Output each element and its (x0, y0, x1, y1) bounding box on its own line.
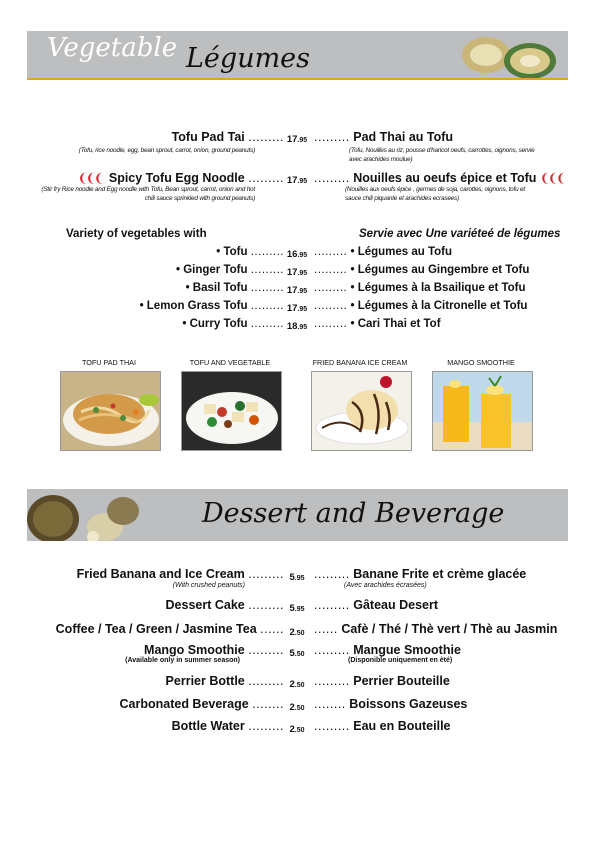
item-name-fr: Mangue Smoothie (353, 643, 461, 657)
item-price: 18.95 (286, 321, 308, 332)
item-name-en: Carbonated Beverage (119, 697, 249, 711)
item-name-en: • Tofu (216, 246, 248, 258)
item-name-en: Mango Smoothie (144, 643, 245, 657)
item-price: 5.50 (289, 648, 305, 659)
item-price: 2.50 (289, 702, 305, 713)
photo-caption: FRIED BANANA ICE CREAM (312, 358, 408, 367)
item-name-fr: Nouilles au oeufs épice et Tofu (353, 171, 537, 185)
item-name-fr: • Légumes à la Citronelle et Tofu (350, 300, 528, 312)
item-name-fr: Banane Frite et crème glacée (353, 567, 527, 581)
item-price: 16.95 (286, 249, 308, 260)
item-price: 17.95 (286, 134, 308, 145)
item-name-fr: • Légumes à la Bsailique et Tofu (350, 282, 526, 294)
item-note-en: (Available only in summer season) (125, 657, 240, 664)
item-name-en: Perrier Bottle (165, 674, 245, 688)
item-name-en: • Basil Tofu (185, 282, 248, 294)
dessert-banner (27, 489, 568, 541)
item-desc-en: (Stir fry Rice noodle and Egg noodle with Tofu, Bean sprout, carrot, onion and hot chili sauce sprinkled with ground peanuts) (41, 186, 255, 202)
item-price: 2.50 (289, 679, 305, 690)
item-name-en: Tofu Pad Tai (171, 130, 245, 144)
photo-caption: TOFU AND VEGETABLE (189, 358, 271, 367)
item-name-en: Spicy Tofu Egg Noodle (108, 171, 245, 185)
item-name-fr: Pad Thai au Tofu (353, 130, 454, 144)
item-name-fr: • Légumes au Tofu (350, 246, 453, 258)
item-price: 5.95 (289, 572, 305, 583)
item-price: 17.95 (286, 303, 308, 314)
item-desc-en: (Tofu, rice noodle, egg, bean sprout, carrot, onion, ground peanuts) (78, 147, 255, 154)
tofu-pad-thai-photo (60, 371, 161, 451)
item-price: 2.50 (289, 627, 305, 638)
item-name-en: Bottle Water (171, 719, 245, 733)
item-price: 2.50 (289, 724, 305, 735)
item-name-en: Dessert Cake (165, 598, 245, 612)
item-name-en: • Curry Tofu (182, 318, 248, 330)
variety-heading-en: Variety of vegetables with (66, 228, 207, 240)
item-note-en: (With crushed peanuts) (172, 582, 245, 589)
vegetable-title-en: Vegetable (47, 33, 178, 63)
item-name-en: Fried Banana and Ice Cream (76, 567, 245, 581)
item-name-fr: • Cari Thai et Tof (350, 318, 441, 330)
photo-caption: TOFU PAD THAI (82, 358, 136, 367)
item-name-fr: Boissons Gazeuses (349, 697, 468, 711)
item-note-fr: (Disponible uniquement en èté) (348, 657, 453, 664)
item-name-fr: Gâteau Desert (353, 598, 439, 612)
fried-banana-ice-cream-photo (311, 371, 412, 451)
item-note-fr: (Avec arachides écrasées) (344, 582, 427, 589)
variety-heading-fr: Servie avec Une variéteé de légumes (359, 228, 561, 240)
item-name-en: • Lemon Grass Tofu (139, 300, 248, 312)
photo-caption: MANGO SMOOTHIE (447, 358, 515, 367)
item-price: 17.95 (286, 285, 308, 296)
item-name-fr: Cafè / Thé / Thè vert / Thè au Jasmin (341, 622, 558, 636)
chili-icon: ❨❨❨ (539, 171, 565, 185)
item-name-fr: • Légumes au Gingembre et Tofu (350, 264, 530, 276)
chili-icon: ❨❨❨ (77, 171, 102, 185)
item-name-en: • Ginger Tofu (176, 264, 248, 276)
vegetable-banner (27, 31, 568, 80)
vegetable-title-fr: Légumes (186, 43, 311, 74)
item-name-en: Coffee / Tea / Green / Jasmine Tea (55, 622, 257, 636)
item-name-fr: Eau en Bouteille (353, 719, 451, 733)
item-desc-fr: (Tofu, Nouilles au riz, pousse d'haricot oeufs, carrottes, oignons, servie avec arachides moulue) (349, 147, 535, 163)
item-price: 5.95 (289, 603, 305, 614)
dessert-title: Dessert and Beverage (202, 498, 505, 529)
item-price: 17.95 (286, 267, 308, 278)
durian-image (27, 489, 145, 541)
mango-smoothie-photo (432, 371, 533, 451)
papaya-image (458, 31, 558, 80)
tofu-and-vegetable-photo (181, 371, 282, 451)
item-price: 17.95 (286, 175, 308, 186)
item-name-fr: Perrier Bouteille (353, 674, 450, 688)
item-desc-fr: (Nouilles aux oeufs épice , germes de soja, carottes, oignons, tofu et sauce chili piquante et arachides ecrasees) (345, 186, 525, 202)
